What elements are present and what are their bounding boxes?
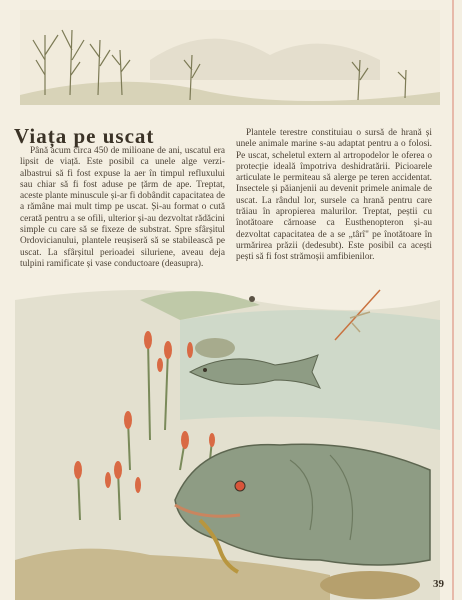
insect — [249, 296, 255, 302]
page-number: 39 — [433, 578, 444, 590]
text-column-right — [236, 128, 432, 264]
text-column-left — [20, 146, 225, 270]
rock — [195, 338, 235, 358]
paragraph: Până acum circa 450 de milioane de ani, uscatul era lipsit de viață. Este posibil ca unele alge verzi-albastrui să fi fost expuse la aer în timpul refluxului sau chiar să fi fost aduse pe țărm de ape. Treptat, aceste plante minuscule și-ar fi dobândit capacitatea de a rămâne mai mult timp pe uscat. Și-au format o cută cerată pentru a se ofili, ulterior și-au dezvoltat rădăcini simple cu care să se fixeze de substrat. Spre sfârșitul Ordovicianului, plantele reușiseră să se stabilească pe uscat. La sfârșitul perioadei siluriene, aveau deja tulpini ramificate și vase conductoare (deasupra). — [20, 146, 225, 269]
page-edge — [452, 0, 454, 600]
paragraph: Plantele terestre constituiau o sursă de hrană și unele animale marine s-au adaptat pentru a o folosi. Pe uscat, scheletul extern al artropodelor le oferea o protecție ideală împotriva deshidratării. Picioarele articulate le permiteau să alerge pe teren accidentat. Insectele și păianjenii au devenit primele animale de uscat. La rândul lor, sursele ca hrană pentru care trăiau în apropierea malurilor. Treptat, peștii cu înotătoare cărnoase ca Eusthenopteron și-au dezvoltat capacitatea de a se „târî" pe înotătoare în urmărirea prăzii (dedesubt). Este posibil ca acești pești să fi fost strămoșii amfibienilor. — [236, 128, 432, 263]
article-title: Viața pe uscat — [14, 124, 155, 148]
foreground-rock — [320, 571, 420, 599]
